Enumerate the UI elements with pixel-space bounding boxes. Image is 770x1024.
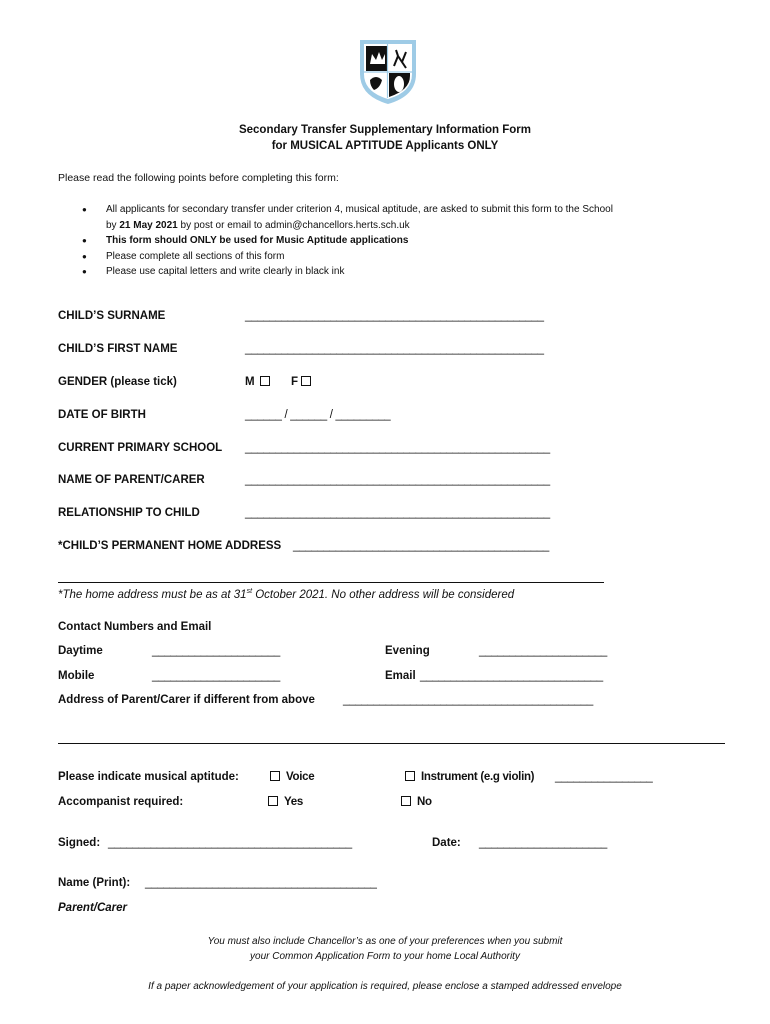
surname-label: CHILD’S SURNAME (58, 310, 166, 322)
evening-label: Evening (385, 645, 430, 657)
surname-field[interactable]: _________________________________________________ (245, 310, 544, 322)
aptitude-label: Please indicate musical aptitude: (58, 771, 239, 783)
voice-checkbox[interactable] (270, 771, 280, 781)
yes-checkbox[interactable] (268, 796, 278, 806)
gender-female-checkbox[interactable] (301, 376, 311, 386)
parent-carer-caption: Parent/Carer (58, 902, 128, 914)
evening-field[interactable]: _____________________ (479, 645, 608, 657)
parent-field[interactable]: __________________________________________________ (245, 474, 550, 486)
school-crest-logo (358, 38, 418, 106)
no-checkbox[interactable] (401, 796, 411, 806)
mobile-field[interactable]: _____________________ (152, 670, 281, 682)
address-note: *The home address must be as at 31st October 2021. No other address will be considered (58, 588, 515, 601)
accompanist-no-option[interactable]: No (401, 796, 432, 808)
contact-heading: Contact Numbers and Email (58, 621, 212, 633)
school-field[interactable]: __________________________________________________ (245, 442, 550, 454)
firstname-field[interactable]: _________________________________________________ (245, 343, 544, 355)
address-second-line[interactable] (58, 582, 604, 583)
accompanist-yes-option[interactable]: Yes (268, 796, 303, 808)
relationship-label: RELATIONSHIP TO CHILD (58, 507, 200, 519)
alt-address-label: Address of Parent/Carer if different from above (58, 694, 315, 706)
daytime-label: Daytime (58, 645, 103, 657)
gender-female-option[interactable]: F (291, 376, 317, 388)
print-name-field[interactable]: ______________________________________ (145, 877, 377, 889)
parent-label: NAME OF PARENT/CARER (58, 474, 205, 486)
section-divider (58, 743, 725, 744)
list-item: ● All applicants for secondary transfer under criterion 4, musical aptitude, are asked to submit this form to the School by 21 May 2021 by post or email to admin@chancellors.herts.sch.uk (82, 202, 722, 233)
accompanist-label: Accompanist required: (58, 796, 184, 808)
date-label: Date: (432, 837, 461, 849)
instructions-list (82, 202, 722, 280)
email-label: Email (385, 670, 416, 682)
list-item: ● Please complete all sections of this form (82, 249, 722, 265)
footer-note-3: If a paper acknowledgement of your application is required, please enclose a stamped addressed envelope (148, 981, 622, 992)
address-field[interactable]: __________________________________________ (293, 540, 550, 552)
list-item: ● Please use capital letters and write clearly in black ink (82, 264, 722, 280)
print-name-label: Name (Print): (58, 877, 131, 889)
list-item: ● This form should ONLY be used for Music Aptitude applications (82, 233, 722, 249)
email-field[interactable]: ______________________________ (420, 670, 603, 682)
intro-text: Please read the following points before completing this form: (58, 172, 339, 184)
signature-field[interactable]: ________________________________________ (108, 837, 352, 849)
gender-male-checkbox[interactable] (260, 376, 270, 386)
relationship-field[interactable]: __________________________________________________ (245, 507, 550, 519)
footer-note-2: your Common Application Form to your home Local Authority (250, 951, 520, 962)
gender-male-option[interactable]: M (245, 376, 276, 388)
school-label: CURRENT PRIMARY SCHOOL (58, 442, 223, 454)
gender-label: GENDER (please tick) (58, 376, 177, 388)
signed-label: Signed: (58, 837, 101, 849)
mobile-label: Mobile (58, 670, 95, 682)
daytime-field[interactable]: _____________________ (152, 645, 281, 657)
dob-field[interactable]: ______ / ______ / _________ (245, 409, 391, 421)
firstname-label: CHILD’S FIRST NAME (58, 343, 178, 355)
form-title: Secondary Transfer Supplementary Information Form (238, 124, 532, 136)
footer-note-1: You must also include Chancellor’s as one of your preferences when you submit (207, 936, 563, 947)
address-label: *CHILD’S PERMANENT HOME ADDRESS (58, 540, 282, 552)
voice-option[interactable]: Voice (270, 771, 314, 783)
alt-address-field[interactable]: _________________________________________ (343, 694, 593, 706)
date-field[interactable]: _____________________ (479, 837, 608, 849)
instrument-option[interactable]: Instrument (e.g violin) (405, 771, 534, 783)
form-subtitle: for MUSICAL APTITUDE Applicants ONLY (271, 140, 499, 152)
instrument-checkbox[interactable] (405, 771, 415, 781)
instrument-field[interactable]: ________________ (555, 771, 653, 783)
dob-label: DATE OF BIRTH (58, 409, 146, 421)
